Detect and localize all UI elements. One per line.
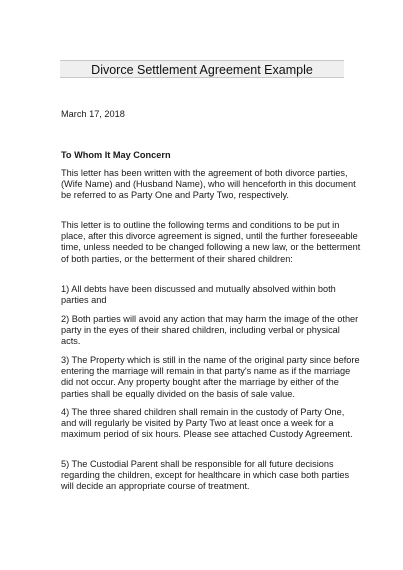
title-bar: [60, 60, 344, 78]
outline-paragraph: This letter is to outline the following terms and conditions to be put in place, after this divorce agreement is signed, until the further foreseeable time, unless needed to be changed following a new law, or the betterment of both parties, or the betterment of their shared children:: [61, 220, 361, 264]
term-item-3: 3) The Property which is still in the name of the original party since before entering the marriage will remain in that party's name as if the marriage did not occur. Any property bought after the marriage by either of the parties shall be equally divided on the basis of sale value.: [61, 355, 360, 399]
term-item-2: 2) Both parties will avoid any action that may harm the image of the other party in the eyes of their shared children, including verbal or physical acts.: [61, 314, 359, 347]
salutation: To Whom It May Concern: [61, 150, 171, 160]
term-item-1: 1) All debts have been discussed and mutually absolved within both parties and: [61, 284, 336, 306]
term-item-5: 5) The Custodial Parent shall be responsible for all future decisions regarding the children, except for healthcare in which case both parties will decide an appropriate course of treatment.: [61, 459, 350, 492]
term-item-4: 4) The three shared children shall remain in the custody of Party One, and will regularly be visited by Party Two at least once a week for a maximum period of six hours. Please see attached Custody Agreement.: [61, 407, 353, 440]
intro-paragraph: This letter has been written with the agreement of both divorce parties, (Wife Name) and (Husband Name), who will henceforth in this document be referred to as Party One and Party Two, respectively.: [61, 168, 356, 201]
letter-date: March 17, 2018: [61, 109, 125, 119]
document-title: Divorce Settlement Agreement Example: [91, 63, 313, 77]
